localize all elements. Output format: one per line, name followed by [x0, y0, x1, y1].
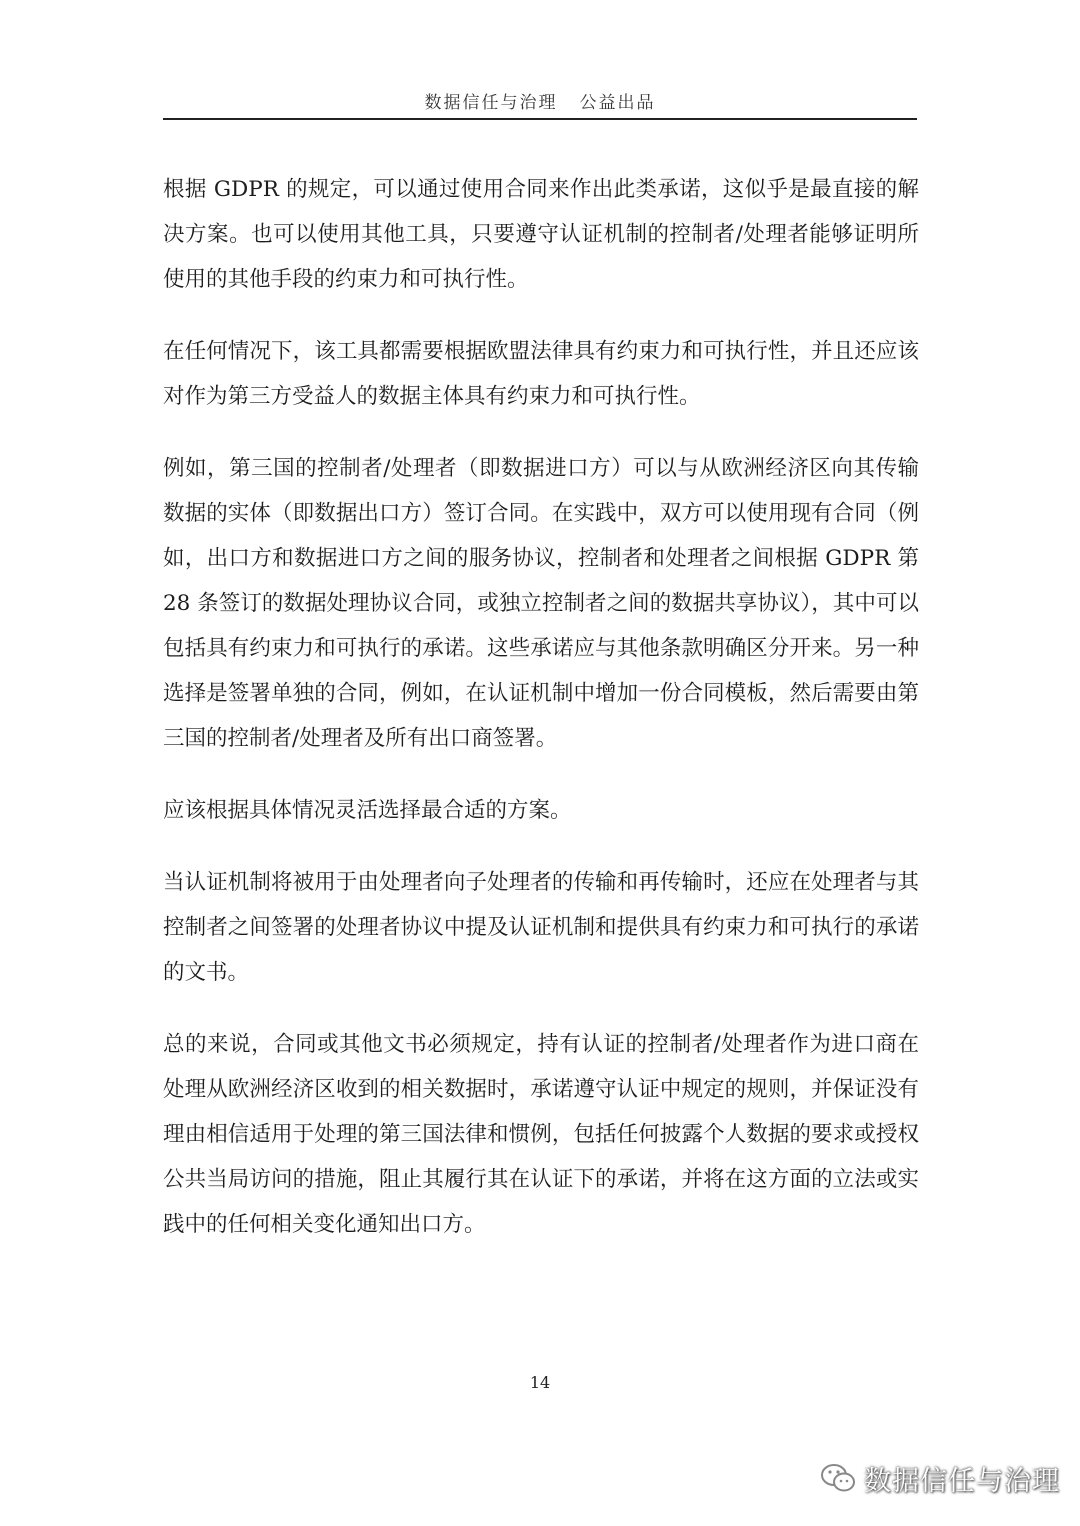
- paragraph-1: 根据 GDPR 的规定，可以通过使用合同来作出此类承诺，这似乎是最直接的解决方案。也可以使用其他工具，只要遵守认证机制的控制者/处理者能够证明所使用的其他手段的约束力和可执行性。: [163, 177, 919, 292]
- document-body: [163, 167, 919, 1274]
- watermark: [820, 1453, 1060, 1503]
- header-divider: [163, 118, 917, 120]
- header-subtitle: 公益出品: [579, 93, 656, 113]
- paragraph-3: 例如，第三国的控制者/处理者（即数据进口方）可以与从欧洲经济区向其传输数据的实体（即数据出口方）签订合同。在实践中，双方可以使用现有合同（例如，出口方和数据进口方之间的服务协议，控制者和处理者之间根据 GDPR 第 28 条签订的数据处理协议合同，或独立控制者之间的数据共享协议），其中可以包括具有约束力和可执行的承诺。这些承诺应与其他条款明确区分开来。另一种选择是签署单独的合同，例如，在认证机制中增加一份合同模板，然后需要由第三国的控制者/处理者及所有出口商签署。: [163, 456, 919, 751]
- wechat-icon: [820, 1462, 856, 1494]
- watermark-text: 数据信任与治理: [864, 1465, 1060, 1497]
- paragraph-5: 当认证机制将被用于由处理者向子处理者的传输和再传输时，还应在处理者与其控制者之间签署的处理者协议中提及认证机制和提供具有约束力和可执行的承诺的文书。: [163, 870, 919, 985]
- page-header: [163, 88, 917, 113]
- page-number: 14: [529, 1373, 551, 1392]
- paragraph-4: 应该根据具体情况灵活选择最合适的方案。: [163, 798, 572, 823]
- header-title: 数据信任与治理: [424, 93, 558, 113]
- paragraph-2: 在任何情况下，该工具都需要根据欧盟法律具有约束力和可执行性，并且还应该对作为第三方受益人的数据主体具有约束力和可执行性。: [163, 339, 919, 409]
- paragraph-6: 总的来说，合同或其他文书必须规定，持有认证的控制者/处理者作为进口商在处理从欧洲经济区收到的相关数据时，承诺遵守认证中规定的规则，并保证没有理由相信适用于处理的第三国法律和惯例，包括任何披露个人数据的要求或授权公共当局访问的措施，阻止其履行其在认证下的承诺，并将在这方面的立法或实践中的任何相关变化通知出口方。: [163, 1032, 919, 1237]
